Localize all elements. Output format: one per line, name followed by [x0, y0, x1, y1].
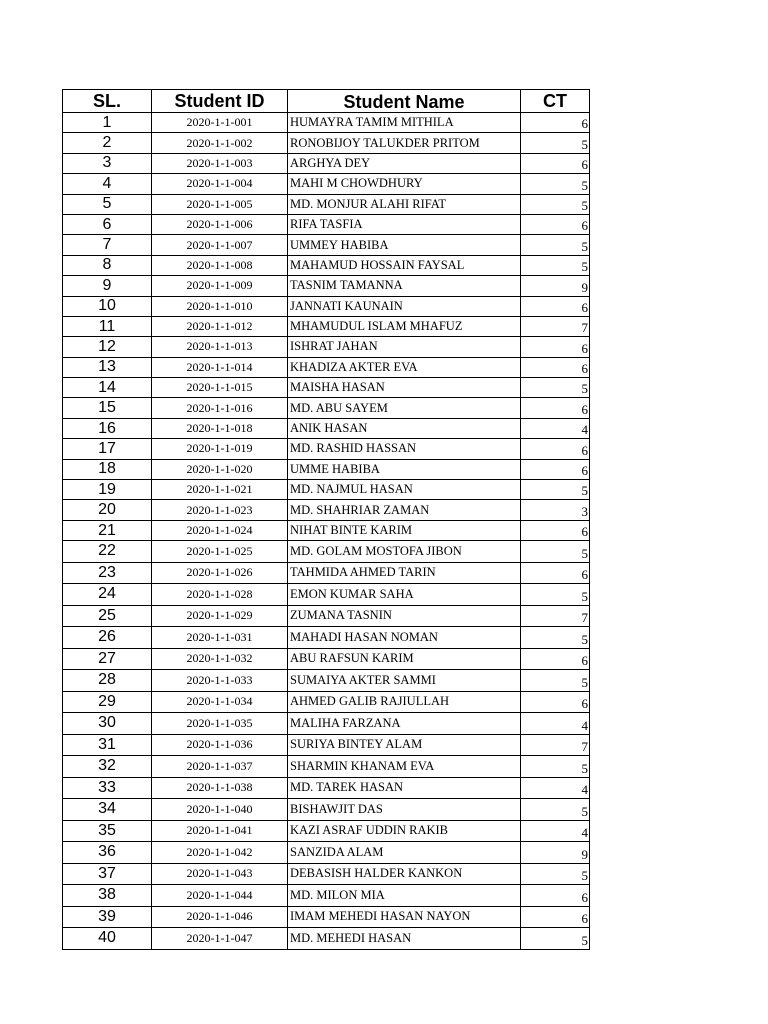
table-row — [63, 276, 590, 296]
cell-sl: 19 — [63, 480, 152, 500]
cell-student-id: 2020-1-1-031 — [152, 627, 288, 649]
cell-ct: 6 — [521, 296, 590, 316]
cell-ct: 4 — [521, 777, 590, 799]
cell-student-id: 2020-1-1-007 — [152, 235, 288, 255]
cell-ct: 6 — [521, 357, 590, 377]
header-row — [63, 90, 590, 113]
cell-sl: 15 — [63, 398, 152, 418]
student-ct-table — [62, 89, 590, 950]
cell-ct: 6 — [521, 520, 590, 540]
cell-student-id: 2020-1-1-034 — [152, 691, 288, 713]
cell-student-id: 2020-1-1-016 — [152, 398, 288, 418]
table-row — [63, 541, 590, 563]
table-row — [63, 235, 590, 255]
cell-ct: 6 — [521, 648, 590, 670]
cell-sl: 20 — [63, 500, 152, 520]
table-row — [63, 670, 590, 692]
cell-ct: 6 — [521, 337, 590, 357]
cell-sl: 27 — [63, 648, 152, 670]
table-row — [63, 174, 590, 194]
cell-sl: 38 — [63, 885, 152, 907]
cell-student-id: 2020-1-1-024 — [152, 520, 288, 540]
cell-sl: 21 — [63, 520, 152, 540]
cell-sl: 23 — [63, 562, 152, 584]
cell-sl: 32 — [63, 756, 152, 778]
cell-sl: 11 — [63, 316, 152, 336]
cell-student-id: 2020-1-1-020 — [152, 459, 288, 479]
header-ct: CT — [521, 90, 590, 113]
cell-ct: 6 — [521, 398, 590, 418]
cell-student-name: SHARMIN KHANAM EVA — [288, 756, 521, 778]
cell-student-id: 2020-1-1-013 — [152, 337, 288, 357]
table-row — [63, 605, 590, 627]
table-row — [63, 627, 590, 649]
cell-sl: 30 — [63, 713, 152, 735]
cell-student-id: 2020-1-1-003 — [152, 153, 288, 173]
table-row — [63, 418, 590, 438]
cell-student-id: 2020-1-1-046 — [152, 906, 288, 928]
cell-student-name: MD. MILON MIA — [288, 885, 521, 907]
table-row — [63, 255, 590, 275]
cell-sl: 13 — [63, 357, 152, 377]
table-row — [63, 562, 590, 584]
cell-student-id: 2020-1-1-023 — [152, 500, 288, 520]
table-header — [63, 90, 590, 113]
cell-student-id: 2020-1-1-021 — [152, 480, 288, 500]
cell-ct: 6 — [521, 906, 590, 928]
cell-sl: 10 — [63, 296, 152, 316]
cell-student-id: 2020-1-1-004 — [152, 174, 288, 194]
cell-student-id: 2020-1-1-035 — [152, 713, 288, 735]
cell-sl: 3 — [63, 153, 152, 173]
cell-student-id: 2020-1-1-012 — [152, 316, 288, 336]
cell-student-name: MD. TAREK HASAN — [288, 777, 521, 799]
cell-sl: 4 — [63, 174, 152, 194]
header-sl: SL. — [63, 90, 152, 113]
cell-ct: 5 — [521, 541, 590, 563]
cell-ct: 5 — [521, 255, 590, 275]
cell-sl: 9 — [63, 276, 152, 296]
cell-student-name: SURIYA BINTEY ALAM — [288, 734, 521, 756]
cell-ct: 5 — [521, 799, 590, 821]
table-row — [63, 337, 590, 357]
cell-ct: 5 — [521, 670, 590, 692]
table-row — [63, 316, 590, 336]
table-row — [63, 500, 590, 520]
cell-student-name: MHAMUDUL ISLAM MHAFUZ — [288, 316, 521, 336]
table-row — [63, 756, 590, 778]
cell-student-name: MD. GOLAM MOSTOFA JIBON — [288, 541, 521, 563]
cell-sl: 8 — [63, 255, 152, 275]
cell-sl: 6 — [63, 214, 152, 234]
cell-student-id: 2020-1-1-028 — [152, 584, 288, 606]
cell-ct: 6 — [521, 153, 590, 173]
cell-ct: 5 — [521, 928, 590, 950]
table-row — [63, 713, 590, 735]
cell-ct: 5 — [521, 133, 590, 153]
cell-sl: 34 — [63, 799, 152, 821]
cell-sl: 39 — [63, 906, 152, 928]
cell-student-name: MD. ABU SAYEM — [288, 398, 521, 418]
cell-student-id: 2020-1-1-005 — [152, 194, 288, 214]
table-row — [63, 133, 590, 153]
cell-sl: 28 — [63, 670, 152, 692]
cell-student-name: MD. MONJUR ALAHI RIFAT — [288, 194, 521, 214]
cell-ct: 6 — [521, 885, 590, 907]
cell-sl: 1 — [63, 113, 152, 133]
cell-sl: 25 — [63, 605, 152, 627]
cell-student-name: UMME HABIBA — [288, 459, 521, 479]
cell-student-id: 2020-1-1-008 — [152, 255, 288, 275]
table-row — [63, 842, 590, 864]
cell-ct: 7 — [521, 316, 590, 336]
cell-ct: 4 — [521, 820, 590, 842]
table-row — [63, 480, 590, 500]
table-row — [63, 520, 590, 540]
cell-ct: 5 — [521, 174, 590, 194]
cell-student-name: SANZIDA ALAM — [288, 842, 521, 864]
cell-ct: 5 — [521, 863, 590, 885]
cell-student-name: AHMED GALIB RAJIULLAH — [288, 691, 521, 713]
cell-ct: 5 — [521, 235, 590, 255]
table-row — [63, 357, 590, 377]
cell-student-name: MD. MEHEDI HASAN — [288, 928, 521, 950]
cell-student-name: MD. RASHID HASSAN — [288, 439, 521, 459]
table-row — [63, 398, 590, 418]
table-row — [63, 928, 590, 950]
cell-ct: 5 — [521, 627, 590, 649]
cell-student-name: RONOBIJOY TALUKDER PRITOM — [288, 133, 521, 153]
cell-ct: 6 — [521, 439, 590, 459]
cell-ct: 4 — [521, 713, 590, 735]
cell-student-id: 2020-1-1-043 — [152, 863, 288, 885]
cell-ct: 5 — [521, 194, 590, 214]
cell-student-id: 2020-1-1-010 — [152, 296, 288, 316]
cell-ct: 4 — [521, 418, 590, 438]
cell-student-id: 2020-1-1-006 — [152, 214, 288, 234]
cell-student-id: 2020-1-1-033 — [152, 670, 288, 692]
cell-sl: 26 — [63, 627, 152, 649]
cell-student-name: MAHI M CHOWDHURY — [288, 174, 521, 194]
cell-student-name: JANNATI KAUNAIN — [288, 296, 521, 316]
cell-ct: 6 — [521, 562, 590, 584]
cell-sl: 31 — [63, 734, 152, 756]
cell-ct: 5 — [521, 584, 590, 606]
cell-student-id: 2020-1-1-001 — [152, 113, 288, 133]
cell-sl: 33 — [63, 777, 152, 799]
cell-student-id: 2020-1-1-037 — [152, 756, 288, 778]
cell-ct: 5 — [521, 480, 590, 500]
cell-sl: 24 — [63, 584, 152, 606]
table-row — [63, 799, 590, 821]
cell-student-id: 2020-1-1-009 — [152, 276, 288, 296]
table-row — [63, 113, 590, 133]
cell-student-name: SUMAIYA AKTER SAMMI — [288, 670, 521, 692]
table-row — [63, 378, 590, 398]
cell-student-id: 2020-1-1-026 — [152, 562, 288, 584]
cell-student-id: 2020-1-1-044 — [152, 885, 288, 907]
cell-student-name: MAHADI HASAN NOMAN — [288, 627, 521, 649]
table-row — [63, 439, 590, 459]
table-row — [63, 296, 590, 316]
cell-student-name: MAHAMUD HOSSAIN FAYSAL — [288, 255, 521, 275]
header-student-id: Student ID — [152, 90, 288, 113]
cell-student-name: HUMAYRA TAMIM MITHILA — [288, 113, 521, 133]
cell-sl: 7 — [63, 235, 152, 255]
cell-student-id: 2020-1-1-038 — [152, 777, 288, 799]
table-row — [63, 820, 590, 842]
cell-student-name: NIHAT BINTE KARIM — [288, 520, 521, 540]
cell-ct: 6 — [521, 459, 590, 479]
cell-student-id: 2020-1-1-015 — [152, 378, 288, 398]
cell-student-name: ARGHYA DEY — [288, 153, 521, 173]
header-student-name: Student Name — [288, 90, 521, 113]
table-row — [63, 777, 590, 799]
cell-sl: 17 — [63, 439, 152, 459]
cell-student-name: EMON KUMAR SAHA — [288, 584, 521, 606]
cell-student-name: ISHRAT JAHAN — [288, 337, 521, 357]
table-row — [63, 648, 590, 670]
cell-ct: 3 — [521, 500, 590, 520]
cell-student-name: TAHMIDA AHMED TARIN — [288, 562, 521, 584]
cell-student-name: MALIHA FARZANA — [288, 713, 521, 735]
table-row — [63, 734, 590, 756]
table-row — [63, 153, 590, 173]
table-row — [63, 906, 590, 928]
cell-sl: 40 — [63, 928, 152, 950]
table-row — [63, 194, 590, 214]
cell-sl: 14 — [63, 378, 152, 398]
cell-student-name: MD. NAJMUL HASAN — [288, 480, 521, 500]
cell-sl: 5 — [63, 194, 152, 214]
cell-ct: 6 — [521, 214, 590, 234]
cell-student-id: 2020-1-1-025 — [152, 541, 288, 563]
cell-sl: 37 — [63, 863, 152, 885]
cell-student-name: RIFA TASFIA — [288, 214, 521, 234]
cell-student-name: UMMEY HABIBA — [288, 235, 521, 255]
cell-ct: 5 — [521, 756, 590, 778]
table-row — [63, 691, 590, 713]
cell-sl: 18 — [63, 459, 152, 479]
cell-sl: 29 — [63, 691, 152, 713]
cell-student-id: 2020-1-1-042 — [152, 842, 288, 864]
cell-student-name: MD. SHAHRIAR ZAMAN — [288, 500, 521, 520]
cell-student-id: 2020-1-1-018 — [152, 418, 288, 438]
cell-student-name: BISHAWJIT DAS — [288, 799, 521, 821]
cell-ct: 9 — [521, 276, 590, 296]
cell-sl: 36 — [63, 842, 152, 864]
cell-student-name: ABU RAFSUN KARIM — [288, 648, 521, 670]
table-row — [63, 459, 590, 479]
cell-student-id: 2020-1-1-029 — [152, 605, 288, 627]
cell-student-id: 2020-1-1-040 — [152, 799, 288, 821]
table-row — [63, 584, 590, 606]
cell-student-name: TASNIM TAMANNA — [288, 276, 521, 296]
cell-ct: 7 — [521, 605, 590, 627]
cell-sl: 22 — [63, 541, 152, 563]
table-row — [63, 863, 590, 885]
cell-student-name: KHADIZA AKTER EVA — [288, 357, 521, 377]
cell-sl: 2 — [63, 133, 152, 153]
cell-ct: 6 — [521, 113, 590, 133]
cell-student-name: MAISHA HASAN — [288, 378, 521, 398]
cell-ct: 7 — [521, 734, 590, 756]
cell-student-id: 2020-1-1-036 — [152, 734, 288, 756]
cell-student-id: 2020-1-1-041 — [152, 820, 288, 842]
cell-student-name: DEBASISH HALDER KANKON — [288, 863, 521, 885]
table-row — [63, 214, 590, 234]
cell-ct: 5 — [521, 378, 590, 398]
cell-student-name: ANIK HASAN — [288, 418, 521, 438]
cell-ct: 9 — [521, 842, 590, 864]
cell-ct: 6 — [521, 691, 590, 713]
cell-student-name: KAZI ASRAF UDDIN RAKIB — [288, 820, 521, 842]
cell-student-id: 2020-1-1-002 — [152, 133, 288, 153]
cell-student-name: ZUMANA TASNIN — [288, 605, 521, 627]
table-body — [63, 113, 590, 950]
table-row — [63, 885, 590, 907]
cell-student-id: 2020-1-1-047 — [152, 928, 288, 950]
cell-sl: 35 — [63, 820, 152, 842]
cell-student-id: 2020-1-1-032 — [152, 648, 288, 670]
cell-sl: 12 — [63, 337, 152, 357]
cell-student-id: 2020-1-1-019 — [152, 439, 288, 459]
cell-student-id: 2020-1-1-014 — [152, 357, 288, 377]
cell-student-name: IMAM MEHEDI HASAN NAYON — [288, 906, 521, 928]
cell-sl: 16 — [63, 418, 152, 438]
